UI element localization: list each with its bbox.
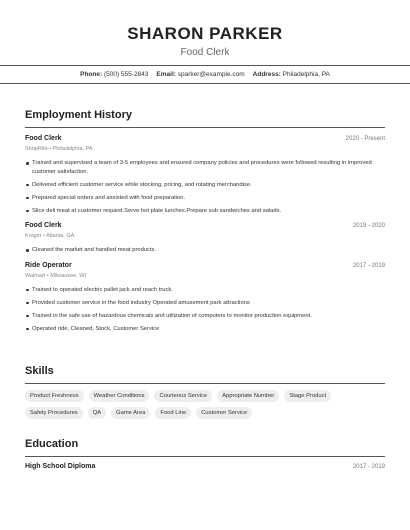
job-bullets — [25, 286, 385, 334]
contact-address — [253, 71, 330, 78]
job-dates: 2017 - 2019 — [352, 262, 385, 269]
degree-title: High School Diploma — [25, 463, 96, 470]
contact-email-label: Email: — [156, 71, 176, 78]
skills-list — [25, 390, 385, 424]
skill-chip: Stage Product — [284, 390, 331, 402]
list-item: Provided customer service in the food industry Operated amusement park attractions — [25, 299, 385, 308]
contact-email — [156, 71, 244, 78]
skills-section — [25, 364, 385, 424]
candidate-name: SHARON PARKER — [127, 24, 283, 43]
list-item: Trained and supervised a team of 3-5 employees and ensured company policies and procedures were followed resulting in improved customer satisfaction. — [25, 159, 385, 176]
job-bullets — [25, 246, 385, 255]
contact-address-label: Address: — [252, 71, 281, 78]
job-title: Food Clerk — [25, 135, 62, 142]
list-item: Cleaned the market and handled meat products. — [25, 246, 385, 255]
education-entry — [25, 462, 385, 472]
list-item: Prepared special orders and assisted with food preparation. — [25, 194, 385, 203]
job-entry — [25, 134, 385, 215]
section-heading: Employment History — [25, 108, 385, 128]
job-dates: 2019 - 2020 — [352, 223, 385, 229]
list-item: Trained in the safe use of hazardous chemicals and utilization of computers to monitor production equipment. — [25, 312, 385, 321]
job-dates: 2020 - Present — [345, 136, 385, 142]
job-entry — [25, 261, 385, 334]
skill-chip: Product Freshness — [25, 390, 84, 402]
job-employer: Walmart • Milwaukee, WI — [25, 272, 87, 279]
contact-email-value: sparker@example.com — [177, 71, 245, 78]
candidate-title: Food Clerk — [180, 47, 230, 58]
job-bullets — [25, 159, 385, 215]
skill-chip: Safety Procedures — [25, 407, 83, 419]
section-heading: Education — [25, 437, 385, 457]
employment-section — [25, 108, 385, 338]
skill-chip: QA — [88, 407, 106, 419]
skill-chip: Customer Service — [196, 407, 252, 419]
list-item: Trained to operated electric pallet jack and reach truck. — [25, 286, 385, 295]
skill-chip: Courteous Service — [154, 390, 212, 402]
job-entry — [25, 221, 385, 255]
contact-phone-label: Phone: — [80, 71, 103, 78]
contact-address-value: Philadelphia, PA — [282, 71, 330, 78]
job-title: Food Clerk — [25, 222, 62, 229]
contact-phone — [80, 71, 148, 78]
skill-chip: Game Area — [111, 407, 150, 419]
contact-bar — [0, 65, 410, 84]
job-employer: Kroger • Atlanta, GA — [25, 233, 75, 239]
job-title: Ride Operator — [25, 261, 72, 269]
skill-chip: Food Line — [155, 407, 191, 419]
list-item: Slice deli meat at customer request.Serve hot plate lunches.Prepare sub sandwiches and salads. — [25, 207, 385, 216]
section-heading: Skills — [25, 364, 385, 384]
list-item: Operated ride, Cleaned, Stock, Customer Service — [25, 325, 385, 334]
education-dates: 2017 - 2019 — [352, 464, 385, 470]
skill-chip: Weather Conditions — [89, 390, 150, 402]
education-section — [25, 437, 385, 472]
contact-phone-value: (500) 555-2843 — [103, 71, 149, 78]
list-item: Delivered efficient customer service while stocking, pricing, and rotating merchandise. — [25, 181, 385, 190]
skill-chip: Appropriate Number — [217, 390, 279, 402]
job-employer: ShopRite • Philadelphia, PA — [25, 146, 93, 152]
resume-header — [0, 0, 410, 59]
